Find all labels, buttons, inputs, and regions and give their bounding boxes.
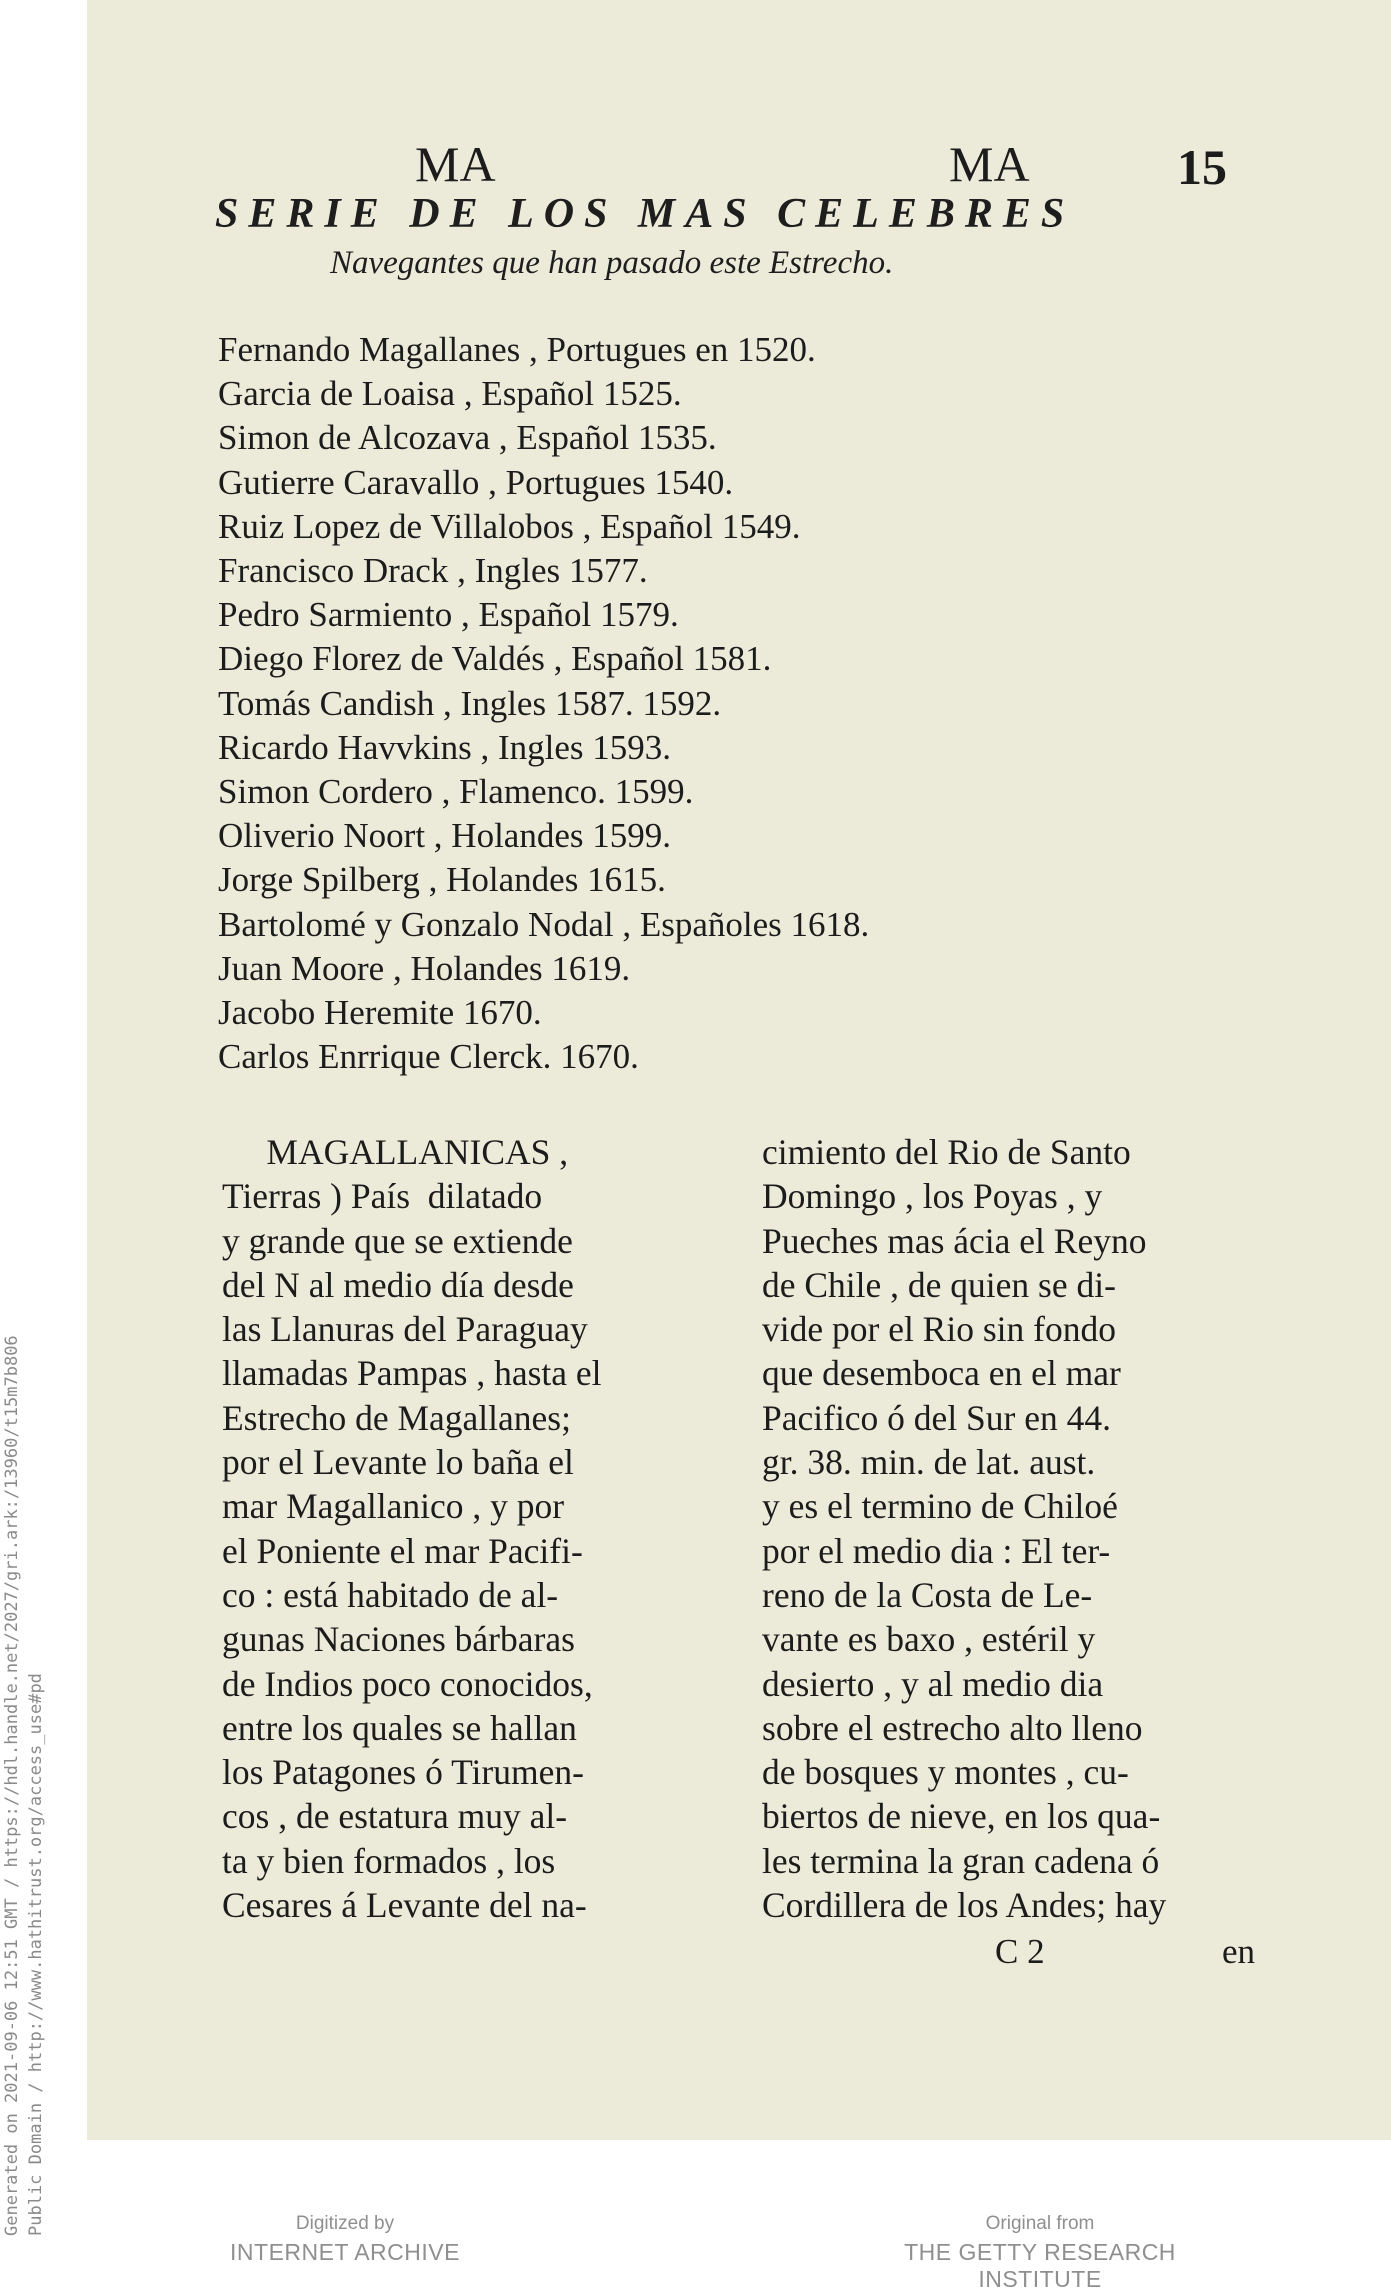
list-item: Simon Cordero , Flamenco. 1599.: [218, 772, 694, 812]
list-item: Jacobo Heremite 1670.: [218, 993, 542, 1033]
text-line: ta y bien formados , los: [222, 1840, 556, 1881]
text-column-right: [762, 1130, 1282, 1927]
text-line: las Llanuras del Paraguay: [222, 1309, 588, 1350]
text-line: llamadas Pampas , hasta el: [222, 1353, 602, 1394]
text-line: reno de la Costa de Le-: [762, 1574, 1093, 1615]
list-item: Gutierre Caravallo , Portugues 1540.: [218, 462, 734, 502]
text-line: sobre el estrecho alto lleno: [762, 1707, 1143, 1748]
generated-line: Generated on 2021-09-06 12:51 GMT / https://hdl.handle.net/2027/gri.ark:/13960/t15m7b806: [2, 1335, 22, 2236]
text-column-left: [222, 1130, 722, 1927]
digitized-by-credit: [205, 2213, 485, 2266]
text-line: los Patagones ó Tirumen-: [222, 1752, 584, 1793]
text-line: cos , de estatura muy al-: [222, 1796, 568, 1837]
list-item: Bartolomé y Gonzalo Nodal , Españoles 1618.: [218, 904, 870, 944]
text-line: y es el termino de Chiloé: [762, 1486, 1118, 1527]
text-line: de Chile , de quien se di-: [762, 1264, 1116, 1305]
list-item: Ruiz Lopez de Villalobos , Español 1549.: [218, 506, 801, 546]
text-line: Estrecho de Magallanes;: [222, 1397, 571, 1438]
running-head-left: MA: [415, 136, 496, 192]
text-line: entre los quales se hallan: [222, 1707, 577, 1748]
list-item: Francisco Drack , Ingles 1577.: [218, 551, 648, 591]
list-item: Jorge Spilberg , Holandes 1615.: [218, 860, 666, 900]
text-line: cimiento del Rio de Santo: [762, 1132, 1131, 1172]
text-line: desierto , y al medio dia: [762, 1663, 1104, 1704]
getty-label: THE GETTY RESEARCH INSTITUTE: [904, 2239, 1176, 2292]
running-head-right: MA: [949, 136, 1030, 192]
text-line: gunas Naciones bárbaras: [222, 1619, 575, 1660]
digitized-by-label: Digitized by: [295, 2213, 395, 2234]
text-line: de Indios poco conocidos,: [222, 1663, 593, 1704]
text-line: biertos de nieve, en los qua-: [762, 1796, 1161, 1837]
text-line: co : está habitado de al-: [222, 1574, 559, 1615]
text-line: vante es baxo , estéril y: [762, 1619, 1096, 1660]
hathitrust-generated-stamp: [0, 1136, 48, 2236]
list-item: Fernando Magallanes , Portugues en 1520.: [218, 330, 816, 369]
list-item: Simon de Alcozava , Español 1535.: [218, 418, 717, 458]
catchword: en: [1222, 1932, 1256, 1971]
list-item: Oliverio Noort , Holandes 1599.: [218, 816, 671, 856]
section-heading: SERIE DE LOS MAS CELEBRES: [215, 191, 1075, 237]
text-line: de bosques y montes , cu-: [762, 1752, 1129, 1793]
text-line: por el Levante lo baña el: [222, 1442, 574, 1483]
text-line: Pueches mas ácia el Reyno: [762, 1220, 1147, 1261]
text-line: y grande que se extiende: [222, 1220, 573, 1261]
signature-mark: C 2: [995, 1932, 1045, 1971]
scanned-page: [87, 0, 1391, 2140]
text-line: el Poniente el mar Pacifi-: [222, 1530, 583, 1571]
list-item: Tomás Candish , Ingles 1587. 1592.: [218, 683, 722, 723]
list-item: Carlos Enrrique Clerck. 1670.: [218, 1037, 639, 1077]
text-line: Tierras ) País dilatado: [222, 1176, 543, 1217]
text-line: Pacifico ó del Sur en 44.: [762, 1397, 1112, 1438]
text-line: mar Magallanico , y por: [222, 1486, 565, 1527]
text-line: del N al medio día desde: [222, 1264, 574, 1305]
text-line: gr. 38. min. de lat. aust.: [762, 1442, 1096, 1483]
text-line: MAGALLANICAS ,: [222, 1132, 569, 1172]
page-number: 15: [1177, 139, 1227, 195]
text-line: Cesares á Levante del na-: [222, 1885, 587, 1926]
list-item: Pedro Sarmiento , Español 1579.: [218, 595, 679, 635]
list-item: Diego Florez de Valdés , Español 1581.: [218, 639, 772, 679]
list-item: Juan Moore , Holandes 1619.: [218, 948, 631, 988]
text-line: les termina la gran cadena ó: [762, 1840, 1160, 1881]
navigator-list: [218, 328, 869, 1079]
text-line: que desemboca en el mar: [762, 1353, 1121, 1394]
section-subheading: Navegantes que han pasado este Estrecho.: [330, 245, 894, 281]
text-line: Cordillera de los Andes; hay: [762, 1885, 1167, 1926]
public-domain-line: Public Domain / http://www.hathitrust.org/access_use#pd: [26, 1673, 46, 2236]
internet-archive-label: INTERNET ARCHIVE: [230, 2239, 460, 2265]
text-line: vide por el Rio sin fondo: [762, 1309, 1116, 1350]
list-item: Ricardo Havvkins , Ingles 1593.: [218, 727, 671, 767]
text-line: por el medio dia : El ter-: [762, 1530, 1111, 1571]
original-from-credit: [840, 2213, 1240, 2293]
text-line: Domingo , los Poyas , y: [762, 1176, 1103, 1217]
original-from-label: Original from: [985, 2213, 1095, 2234]
list-item: Garcia de Loaisa , Español 1525.: [218, 374, 682, 414]
